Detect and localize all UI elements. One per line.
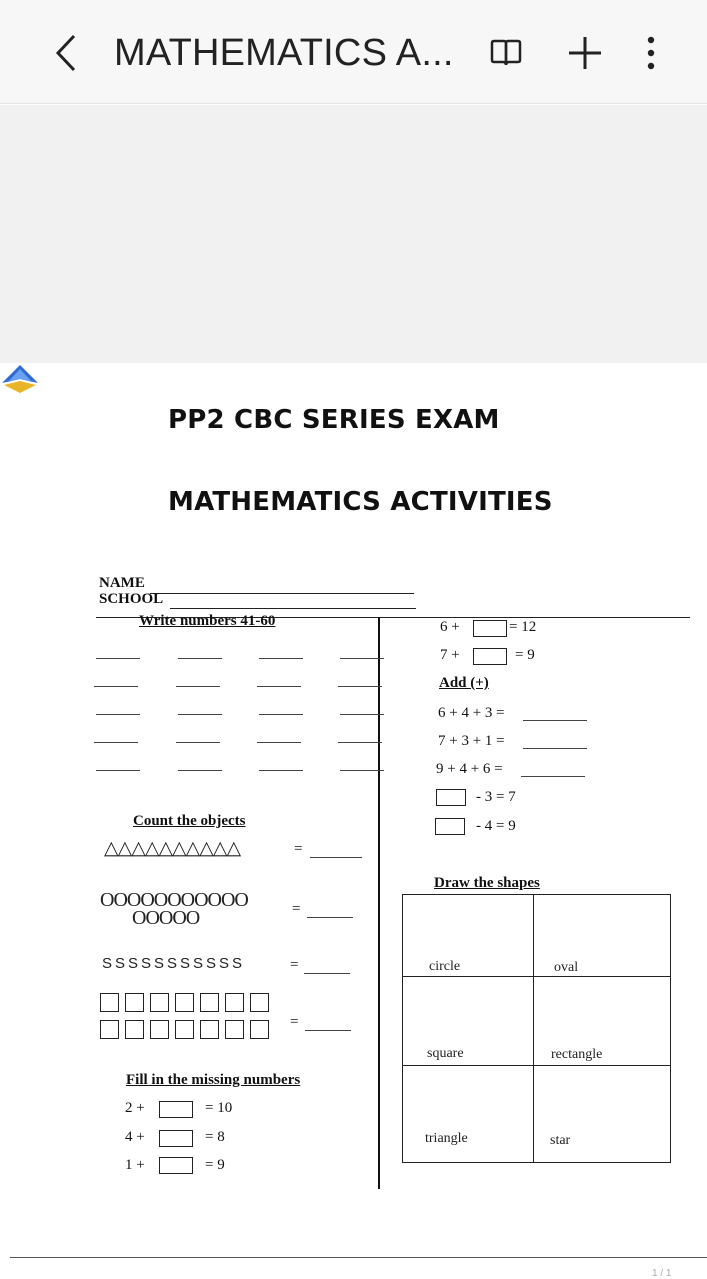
count-blank-2 xyxy=(307,917,353,918)
count-square xyxy=(175,1020,194,1039)
count-square xyxy=(250,993,269,1012)
eq-left-1: 6 + xyxy=(440,619,460,635)
shape-cell-rectangle[interactable]: rectangle xyxy=(551,1047,603,1062)
shape-cell-square[interactable]: square xyxy=(427,1046,464,1061)
number-blank xyxy=(176,686,220,687)
document-page[interactable] xyxy=(0,363,707,1243)
count-eq-3: = xyxy=(290,957,299,973)
shape-cell-oval[interactable]: oval xyxy=(554,960,579,975)
number-blank xyxy=(340,770,384,771)
number-blank xyxy=(96,658,140,659)
name-label: NAME xyxy=(99,575,145,591)
number-blank xyxy=(338,742,382,743)
count-eq-2: = xyxy=(292,901,301,917)
reading-mode-button[interactable] xyxy=(486,30,526,76)
circles-row-2: OOOOO xyxy=(132,907,200,929)
count-square xyxy=(150,993,169,1012)
number-blank xyxy=(340,714,384,715)
bottom-rule xyxy=(10,1257,707,1258)
eq-answer-box-2[interactable] xyxy=(473,648,507,665)
count-square xyxy=(175,993,194,1012)
triangles-row: △△△△△△△△△△ xyxy=(104,838,241,859)
eq-right-2: = 9 xyxy=(515,647,535,663)
write-numbers-title: Write numbers 41-60 xyxy=(139,613,276,629)
page-gap xyxy=(0,105,707,363)
fill-left-2: 4 + xyxy=(125,1129,145,1145)
number-blank xyxy=(257,686,301,687)
number-blank xyxy=(259,658,303,659)
count-blank-1 xyxy=(310,857,362,858)
fill-answer-box-3[interactable] xyxy=(159,1157,193,1174)
s-letters-row: SSSSSSSSSSS xyxy=(102,955,246,972)
shape-cell-star[interactable]: star xyxy=(550,1133,571,1148)
count-square xyxy=(200,1020,219,1039)
fill-answer-box-2[interactable] xyxy=(159,1130,193,1147)
count-square xyxy=(100,993,119,1012)
count-square xyxy=(150,1020,169,1039)
count-eq-1: = xyxy=(294,841,303,857)
app-bar xyxy=(0,0,707,104)
shapes-table xyxy=(402,894,671,1163)
shapes-column-divider xyxy=(533,895,534,1162)
eq-right-1: = 12 xyxy=(509,619,537,635)
add-title: Add (+) xyxy=(439,675,489,691)
add-item-1: 6 + 4 + 3 = xyxy=(438,705,505,721)
eq-left-2: 7 + xyxy=(440,647,460,663)
count-blank-3 xyxy=(304,973,350,974)
plus-icon xyxy=(567,35,603,71)
number-blank xyxy=(178,714,222,715)
shape-cell-circle[interactable]: circle xyxy=(429,959,461,974)
number-blank xyxy=(96,770,140,771)
school-label: SCHOOL xyxy=(99,591,164,607)
school-line xyxy=(170,608,416,609)
column-divider xyxy=(378,617,380,1189)
fill-right-3: = 9 xyxy=(205,1157,225,1173)
back-button[interactable] xyxy=(50,30,84,76)
fill-left-3: 1 + xyxy=(125,1157,145,1173)
count-eq-4: = xyxy=(290,1014,299,1030)
count-square xyxy=(225,1020,244,1039)
exam-heading: PP2 CBC SERIES EXAM xyxy=(168,405,500,435)
number-blank xyxy=(257,742,301,743)
number-blank xyxy=(259,714,303,715)
count-square xyxy=(200,993,219,1012)
sub-answer-box-1[interactable] xyxy=(436,789,466,806)
shapes-row-divider-2 xyxy=(403,1065,670,1066)
fill-right-2: = 8 xyxy=(205,1129,225,1145)
shape-cell-triangle[interactable]: triangle xyxy=(425,1131,468,1146)
more-options-button[interactable] xyxy=(636,30,666,76)
fill-left-1: 2 + xyxy=(125,1100,145,1116)
fill-right-1: = 10 xyxy=(205,1100,233,1116)
count-objects-title: Count the objects xyxy=(133,813,246,829)
number-blank xyxy=(338,686,382,687)
number-blank xyxy=(340,658,384,659)
chevron-left-icon xyxy=(50,30,84,76)
shapes-row-divider-1 xyxy=(403,976,670,977)
add-blank-1 xyxy=(523,720,587,721)
fill-answer-box-1[interactable] xyxy=(159,1101,193,1118)
add-item-2: 7 + 3 + 1 = xyxy=(438,733,505,749)
number-blank xyxy=(94,686,138,687)
open-book-icon xyxy=(488,38,524,68)
document-title: MATHEMATICS A... xyxy=(114,32,454,74)
page-indicator: 1 / 1 xyxy=(652,1268,672,1279)
logo-icon xyxy=(0,363,40,397)
add-item-3: 9 + 4 + 6 = xyxy=(436,761,503,777)
add-blank-2 xyxy=(523,748,587,749)
count-blank-4 xyxy=(305,1030,351,1031)
count-square xyxy=(125,1020,144,1039)
draw-shapes-title: Draw the shapes xyxy=(434,875,540,891)
circles-row: OOOOOOOOOOO xyxy=(100,889,248,911)
more-vertical-icon xyxy=(645,36,657,70)
number-blank xyxy=(96,714,140,715)
add-button[interactable] xyxy=(565,30,605,76)
number-blank xyxy=(178,770,222,771)
sub-answer-box-2[interactable] xyxy=(435,818,465,835)
subject-heading: MATHEMATICS ACTIVITIES xyxy=(168,487,553,517)
number-blank xyxy=(94,742,138,743)
eq-answer-box-1[interactable] xyxy=(473,620,507,637)
sub-right-2: - 4 = 9 xyxy=(476,818,516,834)
count-square xyxy=(250,1020,269,1039)
count-square xyxy=(225,993,244,1012)
count-square xyxy=(100,1020,119,1039)
add-blank-3 xyxy=(521,776,585,777)
sub-right-1: - 3 = 7 xyxy=(476,789,516,805)
number-blank xyxy=(176,742,220,743)
number-blank xyxy=(178,658,222,659)
number-blank xyxy=(259,770,303,771)
fill-missing-title: Fill in the missing numbers xyxy=(126,1072,301,1088)
count-square xyxy=(125,993,144,1012)
name-line xyxy=(150,593,414,594)
